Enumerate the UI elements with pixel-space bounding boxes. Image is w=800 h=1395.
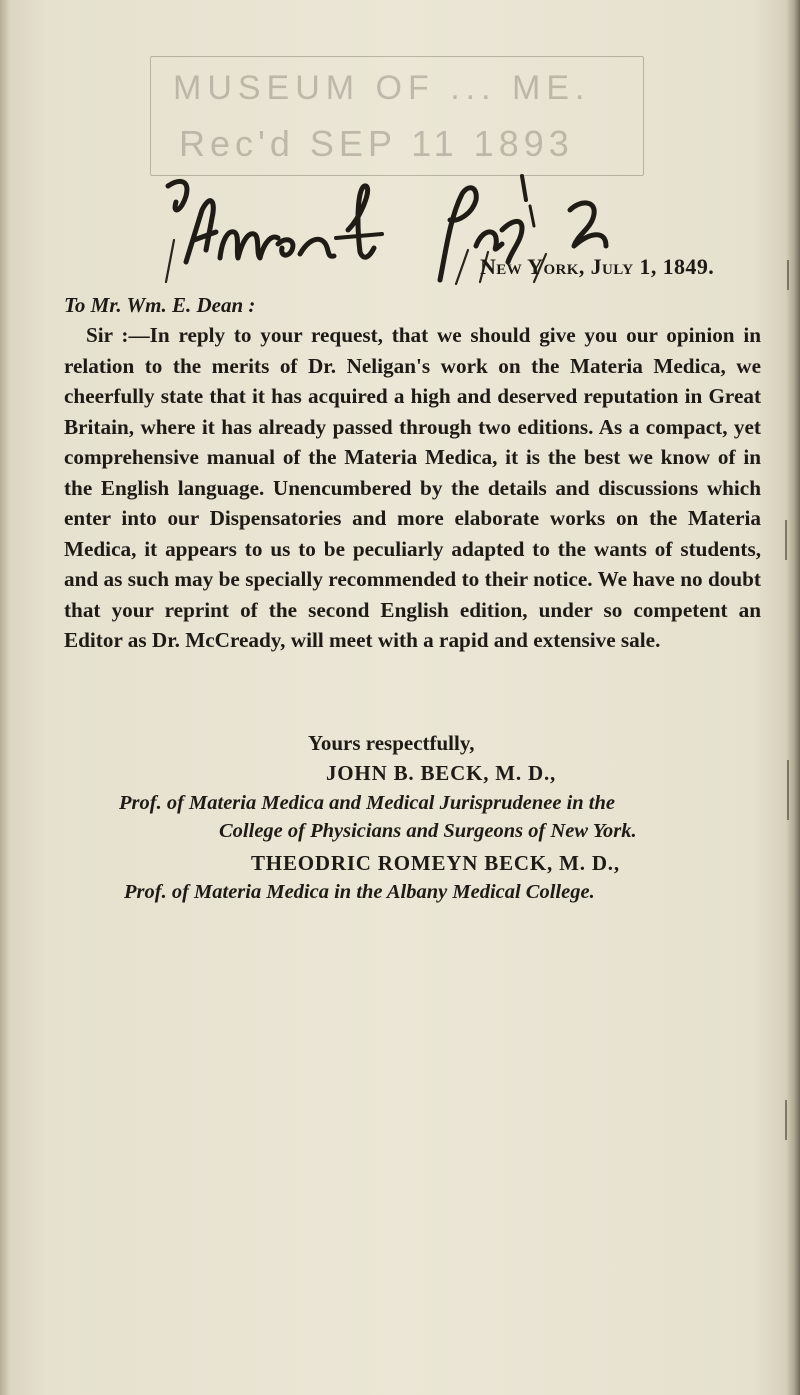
letter-salutation: To Mr. Wm. E. Dean : [64, 293, 256, 317]
museum-receipt-stamp [150, 56, 644, 176]
stamp-line-received: Rec'd SEP 11 1893 [179, 123, 574, 164]
signatory-1-title-line2: College of Physicians and Surgeons of New York. [219, 820, 637, 842]
scan-margin-marks [780, 60, 794, 1360]
signatory-2-name: THEODRIC ROMEYN BECK, M. D., [251, 851, 620, 875]
signatory-2-title-line1: Prof. of Materia Medica in the Albany Medical College. [124, 881, 595, 903]
letter-body: Sir :—In reply to your request, that we should give you our opinion in relation to the merits of Dr. Neligan's work on the Materia Medica, we cheerfully state that it has acquired a high and deserved reputation in Great Britain, where it has already passed through two editions. As a compact, yet comprehensive manual of the Materia Medica, it is the best we know of in the English language. Unencumbered by the details and discussions which enter into our Dispensatories and more elaborate works on the Materia Medica, it appears to us to be peculiarly adapted to the wants of students, and as such may be specially recommended to their notice. We have no doubt that your reprint of the second English edition, under so competent an Editor as Dr. McCready, will meet with a rapid and extensive sale. [64, 323, 761, 652]
signatory-1-title-line1: Prof. of Materia Medica and Medical Jurisprudenee in the [119, 792, 615, 814]
page-edge-left [0, 0, 10, 1395]
letter-closing: Yours respectfully, [308, 731, 475, 755]
stamp-line-museum: MUSEUM OF ... ME. [173, 69, 591, 107]
letter-dateline: New York, July 1, 1849. [480, 254, 715, 279]
signatory-1-name: JOHN B. BECK, M. D., [326, 761, 557, 785]
